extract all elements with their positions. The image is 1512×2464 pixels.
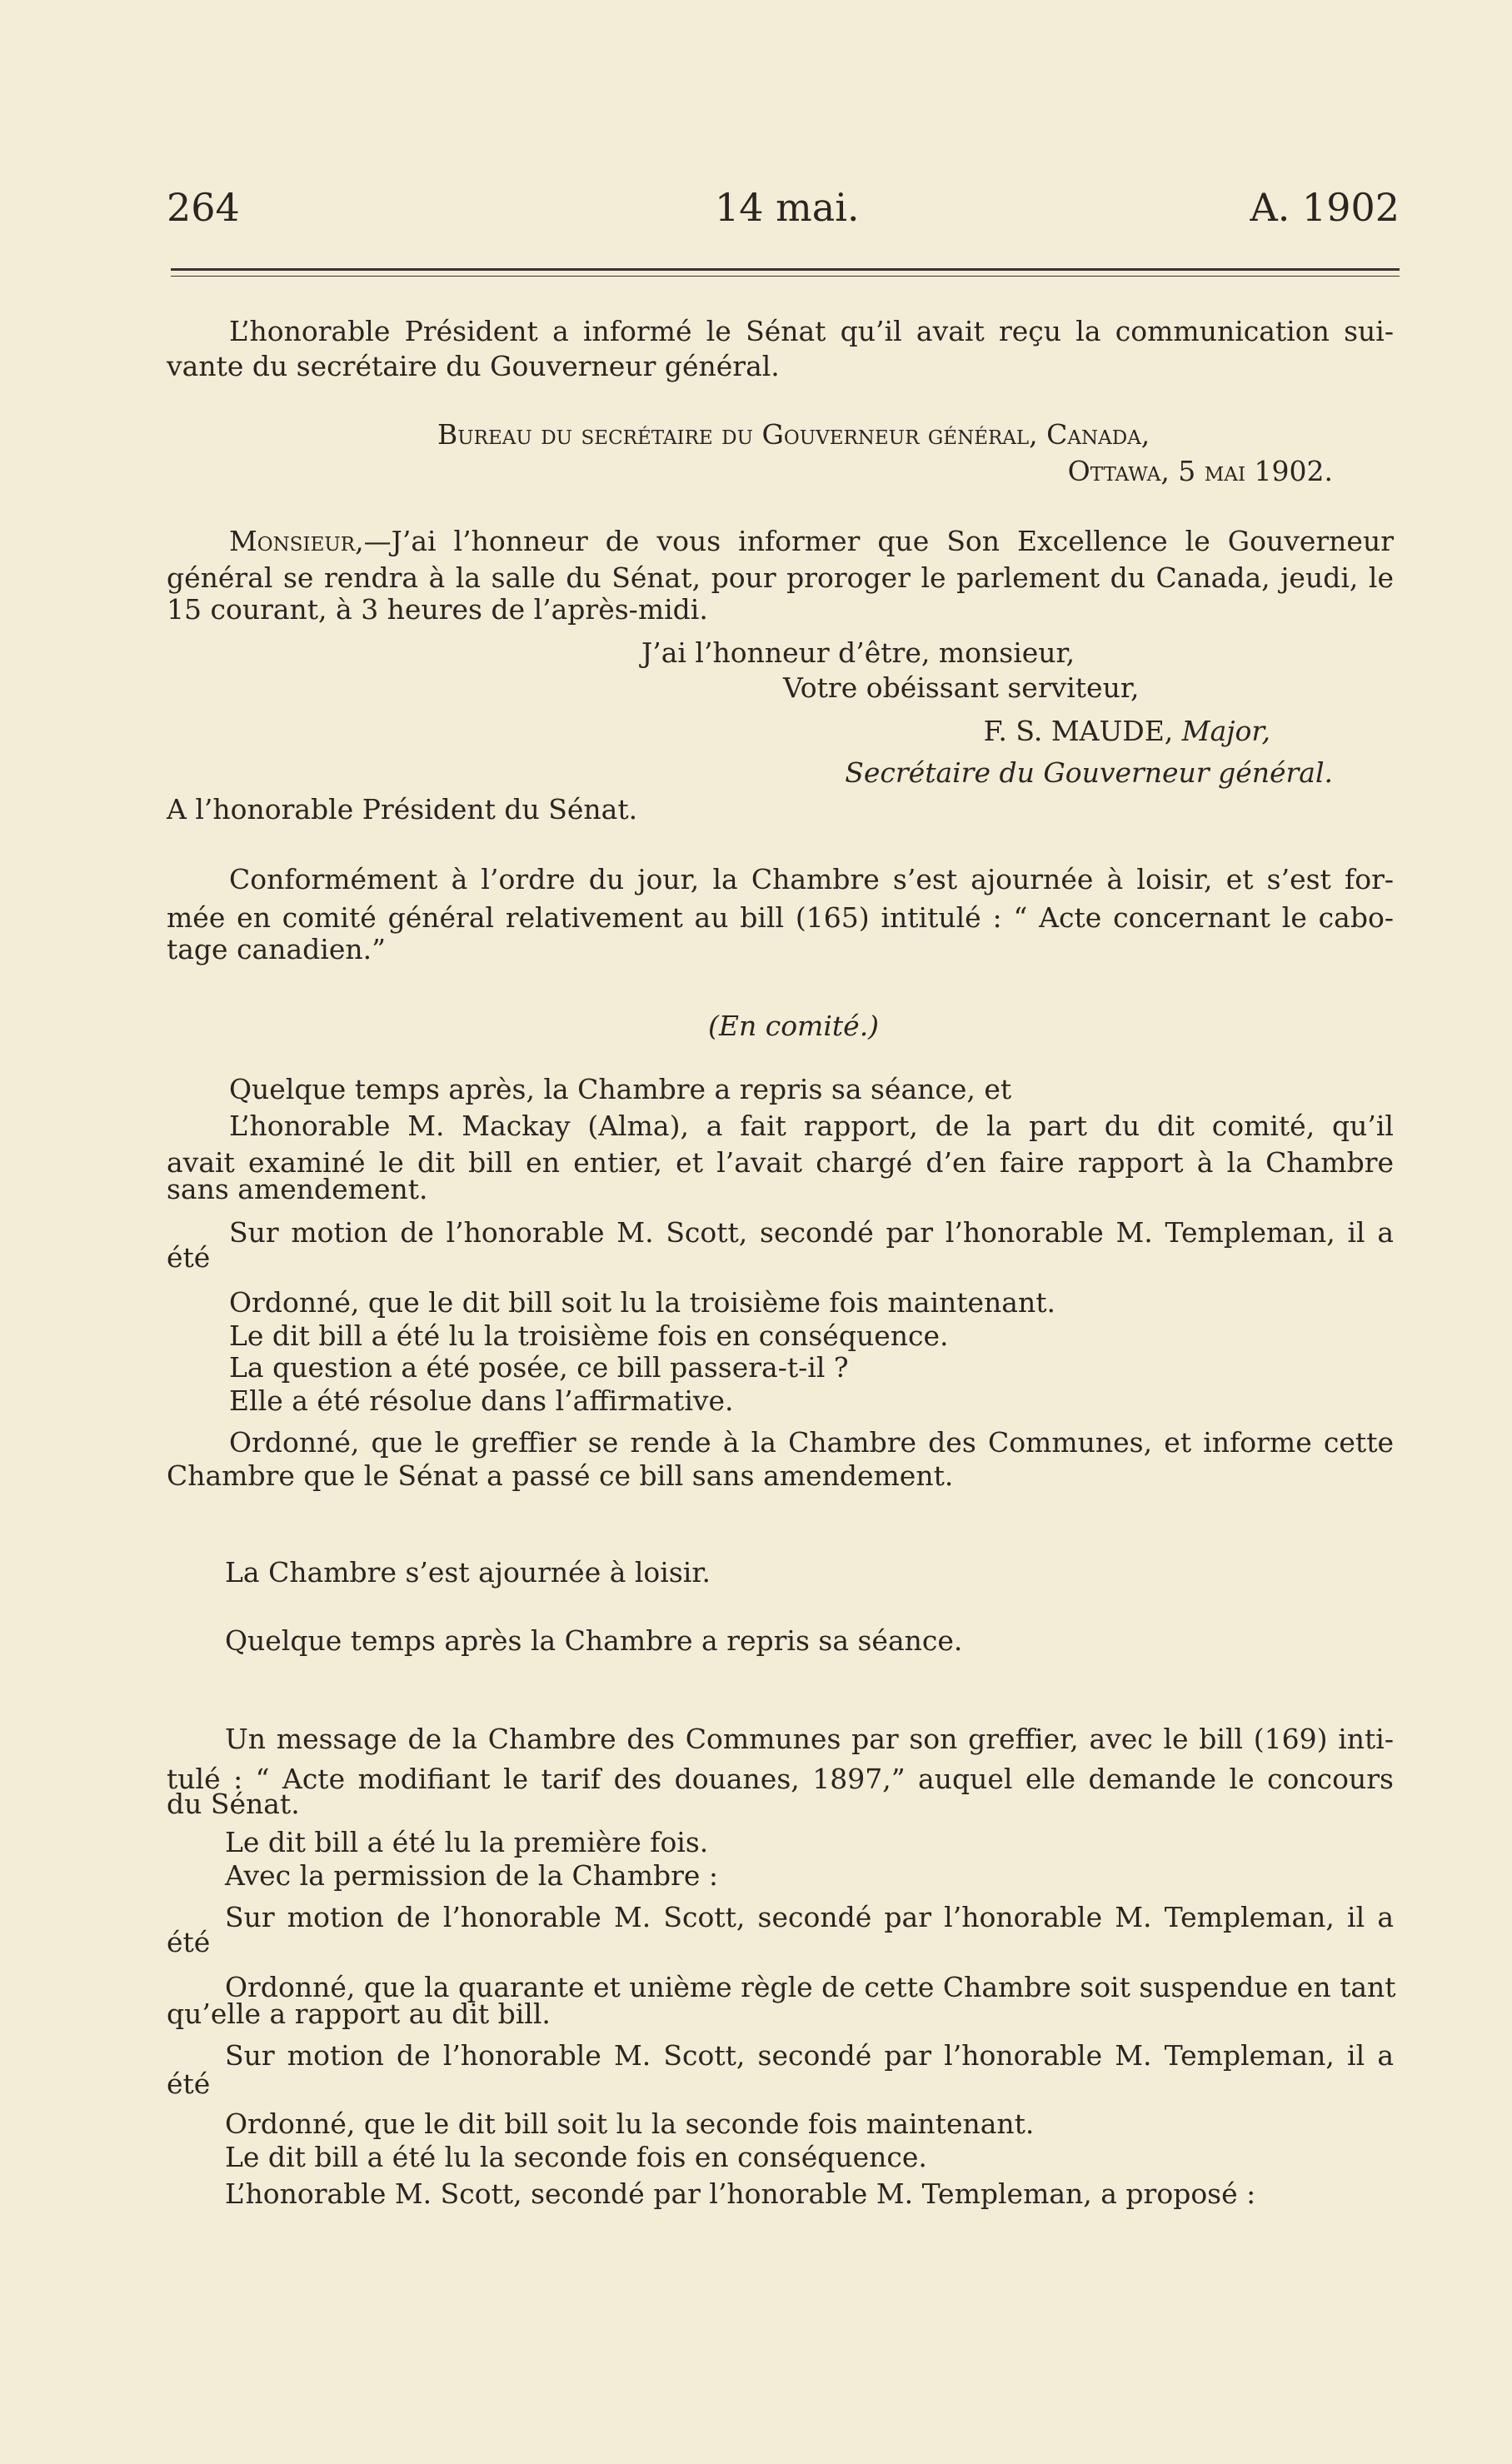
- paragraph-line: Quelque temps après la Chambre a repris sa séance.: [225, 1624, 963, 1657]
- paragraph-line: Ordonné, que le greffier se rende à la Chambre des Communes, et informe cette: [229, 1426, 1394, 1459]
- header-rule-top: [171, 268, 1400, 271]
- paragraph-line: qu’elle a rapport au dit bill.: [167, 1998, 551, 2030]
- letter-addressee: A l’honorable Président du Sénat.: [167, 793, 638, 825]
- letter-body-text: —J’ai l’honneur de vous informer que Son Excellence le Gouverneur: [363, 525, 1394, 557]
- signature-rank: Major,: [1181, 715, 1270, 747]
- letter-body-first-inner: [229, 525, 1394, 558]
- letter-closing: Votre obéissant serviteur,: [783, 671, 1140, 704]
- page-number: 264: [167, 185, 240, 230]
- paragraph-line: Avec la permission de la Chambre :: [225, 1859, 719, 1892]
- paragraph-line: tulé : “ Acte modifiant le tarif des douanes, 1897,” auquel elle demande le concours: [167, 1763, 1394, 1795]
- paragraph-line: vante du secrétaire du Gouverneur général.: [167, 350, 780, 382]
- paragraph-line: La question a été posée, ce bill passera-t-il ?: [229, 1351, 849, 1384]
- paragraph-line: L’honorable Président a informé le Sénat qu’il avait reçu la communication sui-: [229, 315, 1394, 347]
- en-comite: (En comité.): [708, 1010, 880, 1042]
- paragraph-line: Le dit bill a été lu la seconde fois en conséquence.: [225, 2141, 927, 2173]
- paragraph-line: L’honorable M. Mackay (Alma), a fait rapport, de la part du dit comité, qu’il: [229, 1110, 1394, 1142]
- paragraph-line: 15 courant, à 3 heures de l’après-midi.: [167, 593, 708, 626]
- letter-body-first: [229, 525, 1394, 558]
- paragraph-line: Ordonné, que le dit bill soit lu la troisième fois maintenant.: [229, 1286, 1055, 1319]
- page-year: A. 1902: [1250, 185, 1400, 230]
- paragraph-line: Ordonné, que le dit bill soit lu la seconde fois maintenant.: [225, 2107, 1035, 2140]
- paragraph-line: Le dit bill a été lu la troisième fois en conséquence.: [229, 1319, 949, 1352]
- letter-place-date: [1068, 455, 1333, 488]
- signature-name: F. S. MAUDE,: [983, 715, 1174, 747]
- signature-title: Secrétaire du Gouverneur général.: [845, 756, 1333, 789]
- paragraph-line: du Sénat.: [167, 1788, 300, 1820]
- paragraph-line: La Chambre s’est ajournée à loisir.: [225, 1556, 711, 1589]
- paragraph-line: Quelque temps après, la Chambre a repris sa séance, et: [229, 1073, 1012, 1105]
- letter-closing: J’ai l’honneur d’être, monsieur,: [641, 636, 1075, 669]
- letter-salutation: Monsieur,: [229, 525, 364, 557]
- paragraph-line: Chambre que le Sénat a passé ce bill sans amendement.: [167, 1459, 954, 1492]
- page-date: 14 mai.: [715, 185, 860, 230]
- paragraph-line: Un message de la Chambre des Communes par son greffier, avec le bill (169) inti-: [225, 1723, 1394, 1755]
- letter-place-date-text: Ottawa, 5 mai 1902.: [1067, 455, 1333, 487]
- paragraph-line: sans amendement.: [167, 1173, 428, 1205]
- paragraph-line: Sur motion de l’honorable M. Scott, secondé par l’honorable M. Templeman, il a: [229, 1216, 1394, 1249]
- header-rule-bottom: [171, 276, 1400, 277]
- paragraph-line: Elle a été résolue dans l’affirmative.: [229, 1384, 734, 1417]
- paragraph-line: été: [167, 2067, 211, 2100]
- paragraph-line: tage canadien.”: [167, 933, 386, 965]
- paragraph-line: L’honorable M. Scott, secondé par l’honorable M. Templeman, a proposé :: [225, 2177, 1256, 2210]
- paragraph-line: Conformément à l’ordre du jour, la Chambre s’est ajournée à loisir, et s’est for-: [229, 863, 1394, 895]
- letter-signature: [984, 715, 1270, 748]
- paragraph-line: été: [167, 1926, 211, 1958]
- paragraph-line: mée en comité général relativement au bill (165) intitulé : “ Acte concernant le cabo-: [167, 901, 1394, 934]
- paragraph-line: avait examiné le dit bill en entier, et l’avait chargé d’en faire rapport à la Chambre: [167, 1146, 1394, 1179]
- paragraph-line: Le dit bill a été lu la première fois.: [225, 1826, 709, 1858]
- paragraph-line: été: [167, 1241, 211, 1274]
- letter-office: Bureau du secrétaire du Gouverneur général, Canada,: [437, 418, 1150, 451]
- paragraph-line: Sur motion de l’honorable M. Scott, secondé par l’honorable M. Templeman, il a: [225, 1901, 1394, 1933]
- paragraph-line: Sur motion de l’honorable M. Scott, secondé par l’honorable M. Templeman, il a: [225, 2039, 1394, 2072]
- paragraph-line: Ordonné, que la quarante et unième règle de cette Chambre soit suspendue en tant: [225, 1971, 1396, 2003]
- paragraph-line: général se rendra à la salle du Sénat, pour proroger le parlement du Canada, jeudi, le: [167, 561, 1394, 594]
